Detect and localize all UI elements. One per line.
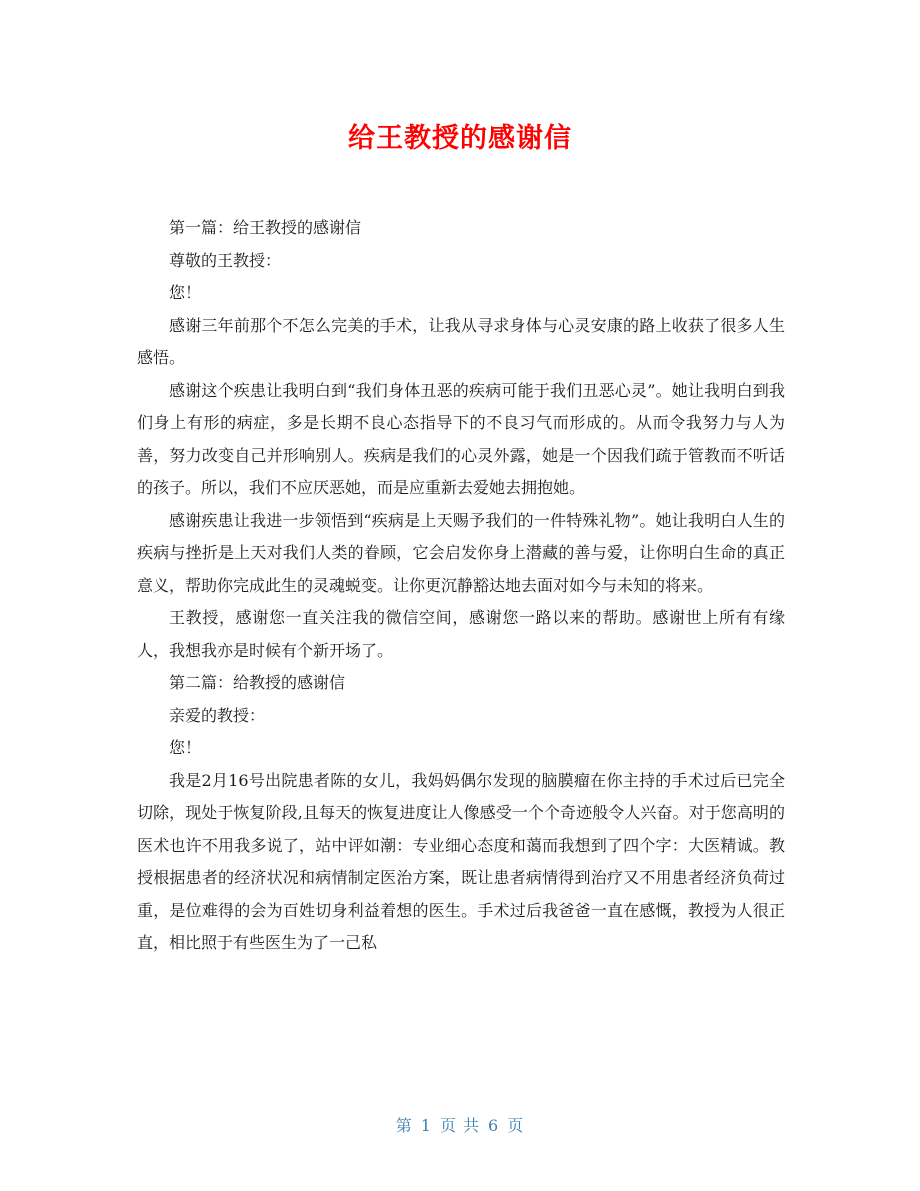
document-body <box>137 212 785 960</box>
footer-total-pages: 6 <box>488 1116 500 1135</box>
paragraph-salutation-1: 尊敬的王教授： <box>169 250 282 270</box>
paragraph-heading-1: 第一篇：给王教授的感谢信 <box>169 218 362 237</box>
paragraph-body: 感谢三年前那个不怎么完美的手术，让我从寻求身体与心灵安康的路上收获了很多人生感悟。 <box>137 315 785 367</box>
paragraph-body: 我是2月16号出院患者陈的女儿，我妈妈偶尔发现的脑膜瘤在你主持的手术过后已完全切除，现处于恢复阶段,且每天的恢复进度让人像感受一个个奇迹般令人兴奋。对于您高明的医术也许不用我多说了，站中评如潮：专业细心态度和蔼而我想到了四个字：大医精诚。教授根据患者的经济状况和病情制定医治方案，既让患者病情得到治疗又不用患者经济负荷过重，是位难得的会为百姓切身利益着想的医生。手术过后我爸爸一直在感慨，教授为人很正直，相比照于有些医生为了一己私 <box>137 770 785 952</box>
document-title: 给王教授的感谢信 <box>348 123 572 154</box>
paragraph-body: 感谢这个疾患让我明白到“我们身体丑恶的疾病可能于我们丑恶心灵”。她让我明白到我们身上有形的病症，多是长期不良心态指导下的不良习气而形成的。从而令我努力与人为善，努力改变自己并形响别人。疾病是我们的心灵外露，她是一个因我们疏于管教而不听话的孩子。所以，我们不应厌恶她，而是应重新去爱她去拥抱她。 <box>137 380 785 497</box>
paragraph-greeting-2: 您！ <box>169 738 202 757</box>
paragraph-heading-2: 第二篇：给教授的感谢信 <box>169 673 346 692</box>
footer-prefix: 第 <box>395 1116 413 1135</box>
footer-suffix: 页 <box>507 1116 525 1135</box>
paragraph-body: 感谢疾患让我进一步领悟到“疾病是上天赐予我们的一件特殊礼物”。她让我明白人生的疾病与挫折是上天对我们人类的眷顾，它会启发你身上潜藏的善与爱，让你明白生命的真正意义，帮助你完成此生的灵魂蜕变。让你更沉静豁达地去面对如今与未知的将来。 <box>137 510 785 595</box>
footer-middle: 页 共 <box>439 1116 481 1135</box>
page-footer <box>0 1113 920 1136</box>
paragraph-body: 王教授，感谢您一直关注我的微信空间，感谢您一路以来的帮助。感谢世上所有有缘人，我想我亦是时候有个新开场了。 <box>137 608 785 660</box>
paragraph-salutation-2: 亲爱的教授： <box>169 705 266 725</box>
paragraph-greeting-1: 您！ <box>169 283 202 302</box>
footer-page-number: 1 <box>420 1116 432 1135</box>
